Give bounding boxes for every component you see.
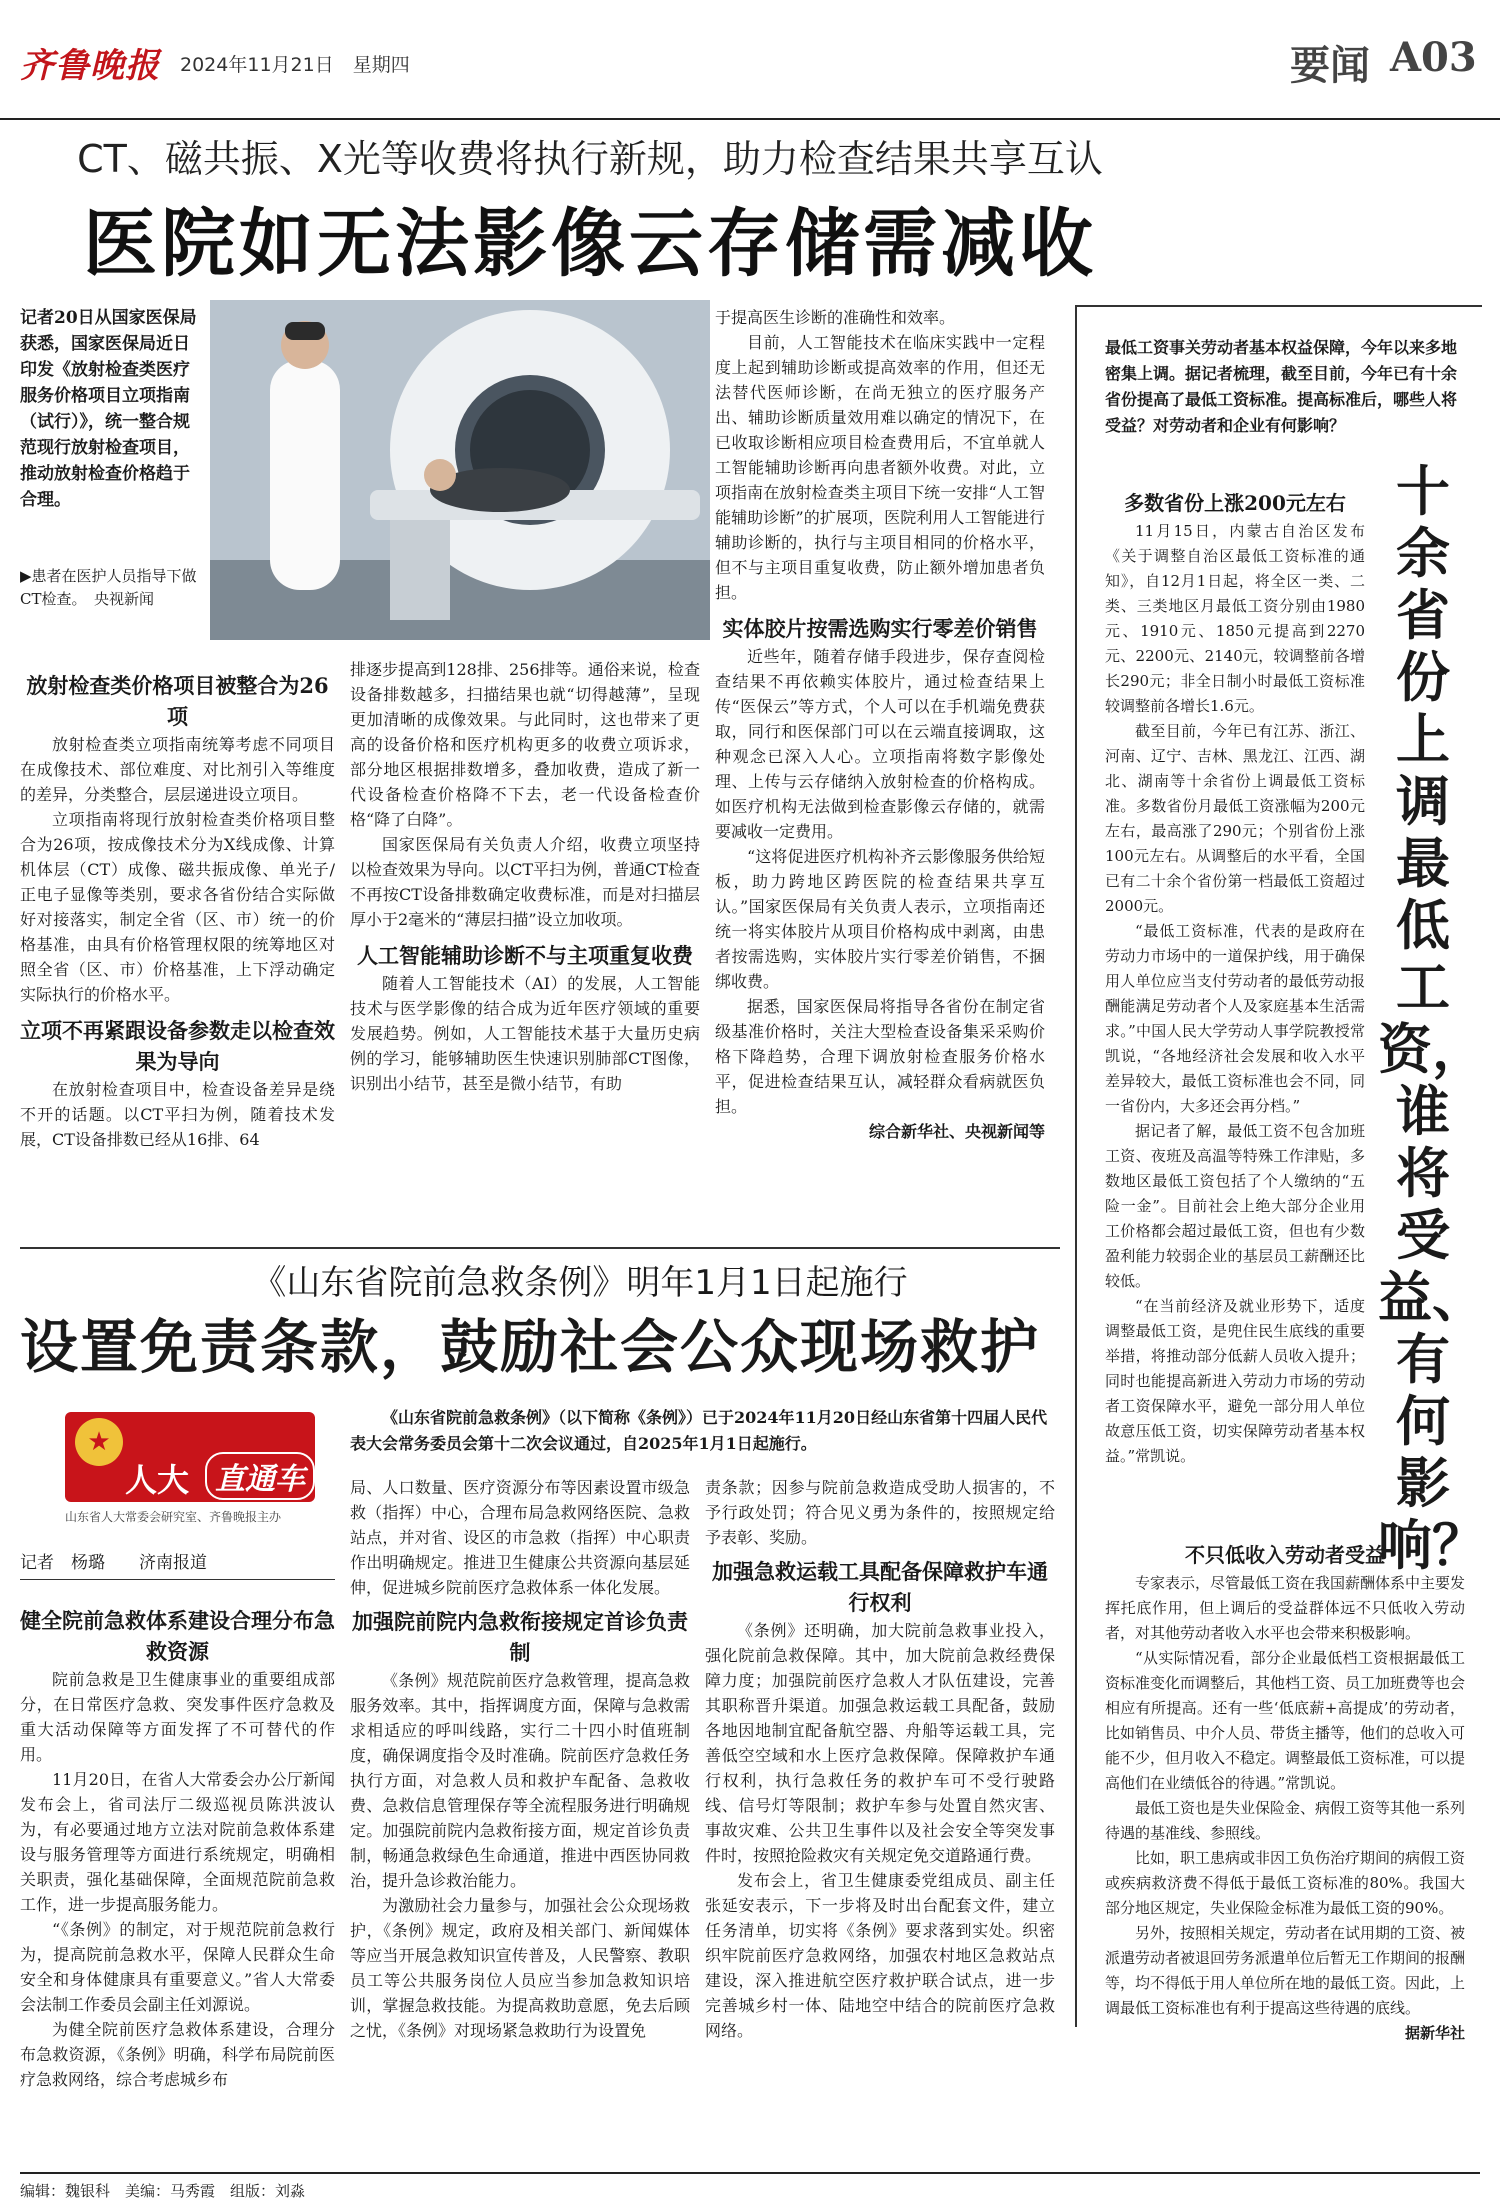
emblem-icon: ★ bbox=[75, 1418, 123, 1466]
sidebar-credit: 据新华社 bbox=[1404, 2024, 1465, 2042]
article1-subhead-3: 人工智能辅助诊断不与主项重复收费 bbox=[357, 943, 693, 968]
paragraph: 最低工资也是失业保险金、病假工资等其他一系列待遇的基准线、参照线。 bbox=[1105, 1799, 1466, 1842]
sidebar-lead: 最低工资事关劳动者基本权益保障，今年以来多地密集上调。据记者梳理，截至目前，今年已有十余省份提高了最低工资标准。提高标准后，哪些人将受益？对劳动者和企业有何影响？ bbox=[1105, 338, 1458, 435]
article2-subhead-2: 加强院前院内急救衔接规定首诊负责制 bbox=[352, 1609, 688, 1665]
sidebar-column-upper bbox=[1105, 488, 1365, 1469]
paragraph: 随着人工智能技术（AI）的发展，人工智能技术与医学影像的结合成为近年医疗领域的重要发展趋势。例如，人工智能技术基于大量历史病例的学习，能够辅助医生快速识别肺部CT图像，识别出小结节，甚至是微小结节，有助 bbox=[350, 974, 700, 1093]
paragraph: 据悉，国家医保局将指导各省份在制定省级基准价格时，关注大型检查设备集采采购价格下降趋势，合理下调放射检查服务价格水平，促进检查结果互认，减轻群众看病就医负担。 bbox=[715, 997, 1045, 1116]
sidebar-subhead-1: 多数省份上涨200元左右 bbox=[1124, 491, 1346, 515]
paragraph: “在当前经济及就业形势下，适度调整最低工资，是兜住民生底线的重要举措，将推动部分低薪人员收入提升；同时也能提高新进入劳动力市场的劳动者工资保障水平，避免一部分用人单位故意压低工资，切实保障劳动者基本权益。”常凯说。 bbox=[1105, 1297, 1365, 1465]
paragraph: 截至目前，今年已有江苏、浙江、河南、辽宁、吉林、黑龙江、江西、湖北、湖南等十余省份上调最低工资标准。多数省份月最低工资涨幅为200元左右，最高涨了290元；个别省份上涨100元左右。从调整后的水平看，全国已有二十余个省份第一档最低工资超过2000元。 bbox=[1105, 722, 1365, 915]
article-divider bbox=[20, 1247, 1060, 1249]
paragraph: 比如，职工患病或非因工负伤治疗期间的病假工资或疾病救济费不得低于最低工资标准的80%。我国大部分地区规定，失业保险金标准为最低工资的90%。 bbox=[1105, 1849, 1466, 1917]
paragraph: 国家医保局有关负责人介绍，收费立项坚持以检查效果为导向。以CT平扫为例，普通CT检查不再按CT设备排数确定收费标准，而是对扫描层厚小于2毫米的“薄层扫描”设立加收项。 bbox=[350, 835, 700, 929]
photo-caption: ▶患者在医护人员指导下做CT检查。 央视新闻 bbox=[20, 567, 197, 608]
paragraph: “《条例》的制定，对于规范院前急救行为，提高院前急救水平，保障人民群众生命安全和身体健康具有重要意义。”省人大常委会法制工作委员会副主任刘源说。 bbox=[20, 1920, 335, 2014]
paragraph: 局、人口数量、医疗资源分布等因素设置市级急救（指挥）中心，合理布局急救网络医院、急救站点，并对省、设区的市急救（指挥）中心职责作出明确规定。推进卫生健康公共资源向基层延伸，促进城乡院前医疗急救体系一体化发展。 bbox=[350, 1478, 690, 1597]
paragraph: 《条例》规范院前医疗急救管理，提高急救服务效率。其中，指挥调度方面，保障与急救需求相适应的呼叫线路，实行二十四小时值班制度，确保调度指令及时准确。院前医疗急救任务执行方面，对急救人员和救护车配备、急救收费、急救信息管理保存等全流程服务进行明确规定。加强院前院内急救衔接方面，规定首诊负责制，畅通急救绿色生命通道，推进中西医协同救治，提升急诊救治能力。 bbox=[350, 1671, 690, 1890]
newspaper-logo: 齐鲁晚报 bbox=[20, 46, 160, 86]
article2-column-3 bbox=[705, 1475, 1055, 2043]
paragraph: 《条例》还明确，加大院前急救事业投入，强化院前急救保障。其中，加大院前急救经费保障力度；加强院前医疗急救人才队伍建设，完善其职称晋升渠道。加强急救运载工具配备，鼓励各地因地制宜配备航空器、舟船等运载工具，完善低空空域和水上医疗急救保障。保障救护车通行权利，执行急救任务的救护车可不受行驶路线、信号灯等限制；救护车参与处置自然灾害、事故灾难、公共卫生事件以及社会安全等突发事件时，按照抢险救灾有关规定免交道路通行费。 bbox=[705, 1621, 1055, 1865]
paragraph: “这将促进医疗机构补齐云影像服务供给短板，助力跨地区跨医院的检查结果共享互认。”国家医保局有关负责人表示，立项指南还统一将实体胶片从项目价格构成中剥离，由患者按需选购，实体胶片实行零差价销售，不捆绑收费。 bbox=[715, 847, 1045, 991]
paragraph: 近些年，随着存储手段进步，保存查阅检查结果不再依赖实体胶片，通过检查结果上传“医保云”等方式，个人可以在手机端免费获取，同行和医保部门可以在云端直接调取，这种观念已深入人心。立项指南将数字影像处理、上传与云存储纳入放射检查的价格构成。如医疗机构无法做到检查影像云存储的，就需要减收一定费用。 bbox=[715, 647, 1045, 841]
paragraph: 为激励社会力量参与，加强社会公众现场救护，《条例》规定，政府及相关部门、新闻媒体等应当开展急救知识宣传普及，人民警察、教职员工等公共服务岗位人员应当参加急救知识培训，掌握急救技能。为提高救助意愿，免去后顾之忧，《条例》对现场紧急救助行为设置免 bbox=[350, 1896, 690, 2040]
article2-byline: 记者 杨璐 济南报道 bbox=[20, 1548, 335, 1580]
paragraph: 另外，按照相关规定，劳动者在试用期的工资、被派遣劳动者被退回劳务派遣单位后暂无工作期间的报酬等，均不得低于用人单位所在地的最低工资。因此，上调最低工资标准也有利于提高这些待遇的底线。 bbox=[1105, 1924, 1466, 2017]
paragraph: 在放射检查项目中，检查设备差异是绕不开的话题。以CT平扫为例，随着技术发展，CT设备排数已经从16排、64 bbox=[20, 1080, 335, 1149]
sidebar-subhead-2: 不只低收入劳动者受益 bbox=[1185, 1543, 1385, 1567]
editor-credits: 编辑：魏银科 美编：马秀霞 组版：刘淼 bbox=[20, 2172, 1480, 2201]
badge-text-2: 直通车 bbox=[205, 1452, 315, 1500]
article2-subhead-1: 健全院前急救体系建设合理分布急救资源 bbox=[20, 1608, 335, 1664]
badge-text-1: 人大 bbox=[125, 1461, 190, 1499]
paragraph: 11月20日，在省人大常委会办公厅新闻发布会上，省司法厅二级巡视员陈洪波认为，有必要通过地方立法对院前急救体系建设与服务管理等方面进行系统规定，明确相关职责，强化基础保障，全面规范院前急救工作，进一步提高服务能力。 bbox=[20, 1770, 335, 1914]
paragraph: 目前，人工智能技术在临床实践中一定程度上起到辅助诊断或提高效率的作用，但还无法替代医师诊断，在尚无独立的医疗服务产出、辅助诊断质量效用难以确定的情况下，在已收取诊断相应项目检查费用后，不宜单就人工智能辅助诊断再向患者额外收费。对此，立项指南在放射检查类主项目下统一安排“人工智能辅助诊断”的扩展项，医院利用人工智能进行辅助诊断的，执行与主项目相同的价格水平，但不与主项目重复收费，防止额外增加患者负担。 bbox=[715, 333, 1045, 602]
article2-column-1 bbox=[20, 1605, 335, 2092]
page-number: A03 bbox=[1390, 34, 1477, 81]
paragraph: 据记者了解，最低工资不包含加班工资、夜班及高温等特殊工作津贴，多数地区最低工资包括了个人缴纳的“五险一金”。目前社会上绝大部分企业用工价格都会超过最低工资，但也有少数盈利能力较弱企业的基层员工薪酬还比较低。 bbox=[1105, 1122, 1365, 1290]
article1-column-3 bbox=[715, 305, 1045, 1144]
paragraph: 于提高医生诊断的准确性和效率。 bbox=[715, 308, 956, 327]
paragraph: 立项指南将现行放射检查类价格项目整合为26项，按成像技术分为X线成像、计算机体层（CT）成像、磁共振成像、单光子/正电子显像等类别，要求各省份结合实际做好对接落实，制定全省（区、市）统一的价格基准，由具有价格管理权限的统筹地区对照全省（区、市）价格基准，上下浮动确定实际执行的价格水平。 bbox=[20, 810, 335, 1004]
article1-subhead-4: 实体胶片按需选购实行零差价销售 bbox=[722, 616, 1038, 641]
paragraph: 为健全院前医疗急救体系建设，合理分布急救资源，《条例》明确，科学布局院前医疗急救网络，综合考虑城乡布 bbox=[20, 2020, 335, 2089]
paragraph: “最低工资标准，代表的是政府在劳动力市场中的一道保护线，用于确保用人单位应当支付劳动者的最低劳动报酬能满足劳动者个人及家庭基本生活需求。”中国人民大学劳动人事学院教授常凯说，“各地经济社会发展和收入水平差异较大，最低工资标准也会不同，同一省份内，大多还会再分档。” bbox=[1105, 922, 1365, 1115]
article1-kicker: CT、磁共振、X光等收费将执行新规，助力检查结果共享互认 bbox=[77, 137, 1103, 181]
article1-subhead-2: 立项不再紧跟设备参数走以检查效果为导向 bbox=[20, 1018, 335, 1074]
paragraph: 排逐步提高到128排、256排等。通俗来说，检查设备排数越多，扫描结果也就“切得越薄”，呈现更加清晰的成像效果。与此同时，这也带来了更高的设备价格和医疗机构更多的收费立项诉求，部分地区根据排数增多，叠加收费，造成了新一代设备检查价格降不下去，老一代设备检查价格“降了白降”。 bbox=[350, 660, 700, 829]
section-name: 要闻 bbox=[1290, 43, 1370, 89]
paragraph: 11月15日，内蒙古自治区发布《关于调整自治区最低工资标准的通知》，自12月1日起，将全区一类、二类、三类地区月最低工资分别由1980元、1910元、1850元提高到2270元、2200元、2140元，较调整前各增长290元；非全日制小时最低工资标准较调整前各增长1.6元。 bbox=[1105, 522, 1365, 715]
article2-lead: 《山东省院前急救条例》（以下简称《条例》）已于2024年11月20日经山东省第十四届人民代表大会常务委员会第十二次会议通过，自2025年1月1日起施行。 bbox=[350, 1408, 1048, 1453]
article2-column-2 bbox=[350, 1475, 690, 2043]
article1-lead: 记者20日从国家医保局获悉，国家医保局近日印发《放射检查类医疗服务价格项目立项指南（试行）》，统一整合规范现行放射检查项目，推动放射检查价格趋于合理。 bbox=[20, 308, 197, 510]
issue-date: 2024年11月21日 星期四 bbox=[180, 54, 410, 76]
article1-subhead-1: 放射检查类价格项目被整合为26项 bbox=[26, 673, 329, 729]
article2-subhead-3: 加强急救运载工具配备保障救护车通行权利 bbox=[712, 1559, 1048, 1615]
article1-credit: 综合新华社、央视新闻等 bbox=[868, 1122, 1045, 1141]
sidebar-column-lower bbox=[1105, 1540, 1465, 2046]
article1-column-1 bbox=[20, 670, 335, 1152]
article2-headline: 设置免责条款，鼓励社会公众现场救护 bbox=[20, 1313, 1041, 1381]
badge-subtitle: 山东省人大常委会研究室、齐鲁晚报主办 bbox=[65, 1510, 282, 1524]
sidebar-vertical-title: 十余省份上调最低工资，谁将受益、有何影响？ bbox=[1378, 459, 1486, 1577]
paragraph: 责条款；因参与院前急救造成受助人损害的，不予行政处罚；符合见义勇为条件的，按照规定给予表彰、奖励。 bbox=[705, 1478, 1055, 1547]
article2-kicker: 《山东省院前急救条例》明年1月1日起施行 bbox=[252, 1263, 908, 1303]
article1-headline: 医院如无法影像云存储需减收 bbox=[83, 201, 1097, 287]
paragraph: 专家表示，尽管最低工资在我国薪酬体系中主要发挥托底作用，但上调后的受益群体远不只低收入劳动者，对其他劳动者收入水平也会带来积极影响。 bbox=[1105, 1574, 1466, 1642]
paragraph: 院前急救是卫生健康事业的重要组成部分，在日常医疗急救、突发事件医疗急救及重大活动保障等方面发挥了不可替代的作用。 bbox=[20, 1670, 335, 1764]
paragraph: 发布会上，省卫生健康委党组成员、副主任张延安表示，下一步将及时出台配套文件，建立任务清单，切实将《条例》要求落到实处。织密织牢院前医疗急救网络，加强农村地区急救站点建设，深入推进航空医疗救护联合试点，进一步完善城乡村一体、陆地空中结合的院前医疗急救网络。 bbox=[705, 1871, 1055, 2040]
paragraph: 放射检查类立项指南统筹考虑不同项目在成像技术、部位难度、对比剂引入等维度的差异，分类整合，层层递进设立项目。 bbox=[20, 735, 335, 804]
ct-scan-photo bbox=[210, 300, 710, 640]
article1-column-2 bbox=[350, 657, 700, 1096]
paragraph: “从实际情况看，部分企业最低档工资根据最低工资标准变化而调整后，其他档工资、员工加班费等也会相应有所提高。还有一些‘低底薪+高提成’的劳动者，比如销售员、中介人员、带货主播等，他们的总收入可能不少，但月收入不稳定。调整最低工资标准，可以提高他们在业绩低谷的待遇。”常凯说。 bbox=[1105, 1649, 1466, 1792]
ct-scanner-illustration bbox=[210, 300, 710, 640]
